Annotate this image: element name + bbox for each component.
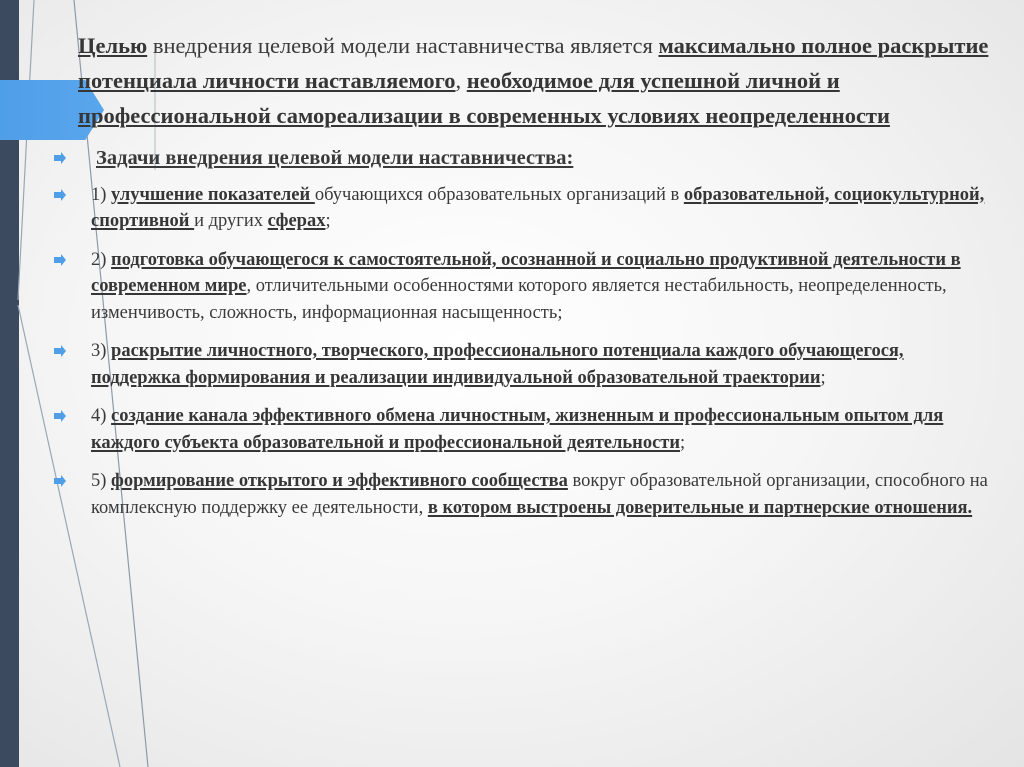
task-emphasis: создание канала эффективного обмена личностным, жизненным и профессиональным опытом для каждого субъекта образовательной и профессиональной деятельности: [91, 406, 944, 453]
task-emphasis: образовательной, социокультурной, спортивной: [91, 184, 985, 231]
title-emphasis-goal: максимально полное раскрытие потенциала личности наставляемого: [78, 33, 989, 93]
task-item-5: [78, 468, 993, 521]
task-emphasis: раскрытие личностного, творческого, профессионального потенциала каждого обучающегося, поддержка формирования и реализации индивидуальной образовательной траектории: [91, 341, 904, 388]
title-emphasis-purpose: необходимое для успешной личной и профессиональной самореализации в современных условиях неопределенности: [78, 68, 890, 128]
tasks-list: [78, 145, 993, 521]
task-text: вокруг образовательной организации, способного на комплексную поддержку ее деятельности,: [91, 471, 988, 518]
task-item-2: [78, 247, 993, 327]
task-number: 1): [91, 184, 112, 205]
arrow-bullet-icon: [54, 410, 66, 422]
task-emphasis: сферах: [267, 211, 326, 231]
tasks-heading: Задачи внедрения целевой модели наставничества:: [96, 147, 574, 169]
task-number: 4): [91, 406, 112, 426]
task-emphasis: подготовка обучающегося к самостоятельной, осознанной и социально продуктивной деятельности в современном мире: [91, 249, 961, 296]
task-item-3: [78, 338, 993, 391]
task-item-1: [78, 182, 993, 235]
slide-title: [78, 28, 993, 133]
task-number: 2): [91, 249, 112, 270]
tasks-heading-item: [78, 145, 993, 172]
task-number: 5): [91, 471, 112, 491]
arrow-bullet-icon: [54, 254, 66, 266]
task-emphasis: в котором выстроены доверительные и партнерские отношения.: [427, 497, 973, 518]
task-text: ;: [680, 432, 686, 453]
title-text: внедрения целевой модели наставничества является: [147, 33, 659, 58]
task-text: и других: [194, 211, 268, 231]
task-text: , отличительными особенностями которого является нестабильность, неопределенность, изменчивость, сложность, информационная насыщенность;: [91, 276, 947, 323]
arrow-bullet-icon: [54, 345, 66, 357]
title-comma: ,: [455, 68, 467, 93]
task-item-4: [78, 403, 993, 456]
task-text: ;: [820, 367, 826, 388]
task-emphasis: улучшение показателей: [111, 184, 315, 205]
task-text: обучающихся образовательных организаций в: [314, 184, 684, 205]
title-keyword: Целью: [78, 33, 148, 58]
task-number: 3): [91, 341, 112, 361]
task-text: ;: [325, 211, 331, 231]
arrow-bullet-icon: [54, 189, 66, 201]
slide-content: [78, 28, 993, 533]
task-emphasis: формирование открытого и эффективного сообщества: [111, 471, 568, 491]
arrow-bullet-icon: [54, 475, 66, 487]
arrow-bullet-icon: [54, 152, 66, 164]
